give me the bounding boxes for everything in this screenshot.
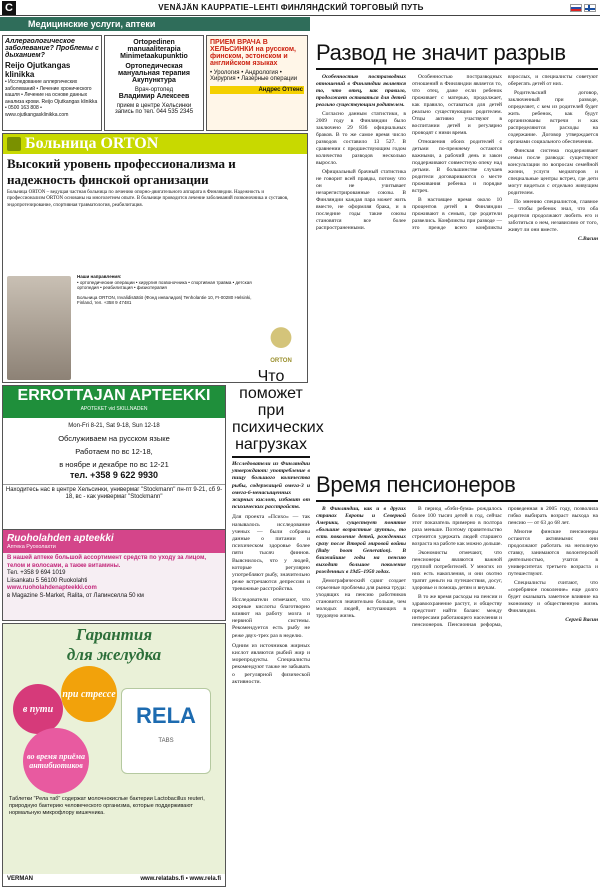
flags xyxy=(570,4,596,12)
ad-rela-tabs[interactable] xyxy=(2,623,226,887)
ad-clinic-name: Reijo Ojutkangas klinikka xyxy=(5,61,71,79)
article1-p3: Особенностью постразводных отношений в Финляндии является то, что отец, даже если ребенок проживает с матерью, продолжает, как правило, оставаться для детей реально существующим родителем. Отцы активно участвуют в воспитании детей и регулярно проводят с ними время. xyxy=(412,74,502,136)
pharmacy-name: ERROTTAJAN APTEEKKI xyxy=(17,387,211,404)
ad-clinic-body: • Исследование аллергических заболеваний • Лечение хронического кашля • Лечение на основе данных анализа крови. Reijo Ojutkangas klinikka • 0500 163 808 • www.ojutkangasklinikka.com xyxy=(5,79,98,118)
ruo-name: Ruoholahden apteekki xyxy=(7,533,114,544)
gastro-footer-left: VERMAN xyxy=(7,876,34,882)
article2-title: Время пенсионеров xyxy=(316,472,598,502)
pharmacy-line3: в ноябре и декабре по вс 12-21 xyxy=(59,460,169,469)
orton-bar xyxy=(3,134,307,154)
ad-allergy-clinic[interactable] xyxy=(2,35,102,131)
doctor-photo xyxy=(7,276,71,380)
finland-flag-icon xyxy=(584,4,596,12)
orton-services xyxy=(77,274,253,306)
orton-logo-icon xyxy=(266,324,296,358)
orton-body: Больница ORTON – ведущая частная больница по лечению опорно-двигательного аппарата в Финляндии. Надежность и профессионализм ORTON основаны на многолетнем опыте. В больнице проводится лечение заболеваний позвоночника и суставов, эндопротезирование, спортивная травматология, реабилитация. xyxy=(7,190,289,208)
bubble-stress: при стрессе xyxy=(61,666,117,722)
ad-errottajan-pharmacy[interactable] xyxy=(2,385,226,533)
orton-brand: Больница ORTON xyxy=(25,135,159,152)
article2-p6: Специалисты считают, что «серебряное поколение» еще долго будет оказывать заметное влияние на экономику и общественную жизнь Финляндии. xyxy=(508,580,598,614)
ad-question: Аллергологическое заболевание? Проблемы с дыханием? xyxy=(5,38,99,59)
rela-product: RELA xyxy=(136,703,196,728)
mini-p2: Исследователи отмечают, что жирные кислоты благотворно влияют на работу мозга и нервной системы. Рекомендуется есть рыбу не реже двух-трех раз в неделю. xyxy=(232,596,310,639)
ad-orton-hospital[interactable] xyxy=(2,133,308,383)
orton-tagline: Высокий уровень профессионализма и надежность финской организации xyxy=(7,156,236,187)
pharmacy-line2: Работаем по вс 12-18, xyxy=(75,447,153,456)
ruo-sub: Аптека Руохолахти xyxy=(7,544,56,550)
gastro-footer-right[interactable]: www.relatabs.fi • www.rela.fi xyxy=(140,876,221,882)
newspaper-title: VENÄJÄN KAUPPATIE–LEHTI ФИНЛЯНДСКИЙ ТОРГОВЫЙ ПУТЬ xyxy=(158,3,424,12)
rela-package xyxy=(121,688,211,774)
article2-body xyxy=(316,506,598,629)
section-band: Медицинские услуги, аптеки xyxy=(0,17,310,31)
article2-p1: Демографический сдвиг создает серьезные проблемы для рынка труда: уходящих на пенсию работников становится значительно больше, чем молодых людей, вступающих в трудовую жизнь. xyxy=(316,578,406,619)
pharmacy-tagline: APOTEKET vid SKILLNADEN xyxy=(80,406,148,412)
ad-ortho-doctor-label: Врач-ортопед xyxy=(134,87,174,93)
page-letter: С xyxy=(2,1,16,15)
article1-p2: Официальный брачный статистика не говорит всей правды, потому что он не учитывает незарегистрированные союзы. В Финляндии каждая пара может жить вместе, не оформляя брака, и в последние годы такие союзы становятся все более распространенными. xyxy=(316,169,406,231)
ruo-hours: Liisankatu 5 56100 Ruokolahti xyxy=(7,577,88,584)
mini-p3: Одним из источников жирных кислот являются рыбий жир и морепродукты. Специалисты рекомендуют также не забывать о регулярной физической активности. xyxy=(232,642,310,685)
gastro-text: Таблетки "Рела таб" содержат молочнокислые бактерии Lactobacillus reuteri, природную бактерию человеческого организма, которые поддерживают нормальную микрофлору кишечника. xyxy=(9,796,205,816)
ad-ortho-doctor: Владимир Алексеев xyxy=(118,93,190,100)
mini-title: Что поможет при психических нагрузках xyxy=(232,368,310,458)
pharmacy-address: Находитесь нас в центре Хельсинки, универмаг "Stockmann" пн-пт 9-21, сб 9-18, вс - как универмаг "Stockmann" xyxy=(3,484,225,501)
article2-p3: Экономисты отмечают, что пенсионеры являются важной группой потребителей. У многих из них есть накопления, и они охотно тратят деньги на путешествия, досуг, здоровье и помощь детям и внукам. xyxy=(412,550,502,591)
page-header xyxy=(0,0,600,16)
ruo-header xyxy=(3,530,225,553)
article1-lead: Особенностью постразводных отношений в Финляндии является то, что отец, как правило, продолжает оставаться для детей реально существующим родителем. xyxy=(316,74,406,108)
ruo-web[interactable]: www.ruoholahdenapteekki.com xyxy=(7,585,97,591)
article-pensioners xyxy=(316,472,598,629)
article1-body xyxy=(316,74,598,243)
article1-p1: Согласно данным статистики, в 2009 году в Финляндии было заключено 29 836 официальных браков. В то же самое время число разводов составило 13 527. В сравнении с предшествующим годом количество разводов несколько выросло. xyxy=(316,111,406,166)
bubble-travel: в пути xyxy=(13,684,63,734)
ad-ortho-title2: Minimetaakupunktio xyxy=(120,53,188,60)
ad-orthopedic[interactable] xyxy=(104,35,204,131)
article2-p4: В то же время расходы на пенсии и здравоохранение растут, и обществу предстоит найти баланс между интересами работающего населения и пенсионеров. Пенсионная реформа, проведенная в 2005 году, позволила гибко выбирать возраст выхода на пенсию — от 63 до 68 лет. xyxy=(412,506,598,628)
ad-ortho-title1: Ortopedinen manuaaliterapia xyxy=(127,39,181,53)
mini-p1: Для проекта «Психо» — так называлось исследование ученых — были собраны данные о питании и психическом здоровье более пяти тысяч финнов. Выяснилось, что у людей, которые регулярно употребляют рыбу, значительно реже встречаются депрессии и тревожные расстройства. xyxy=(232,514,310,593)
gastro-head1: Гарантия xyxy=(75,625,153,644)
article-divorce xyxy=(316,40,598,243)
mini-lead: Исследователи из Финляндии утверждают: употребление в пищу большого количества рыбы, содержащей омега-3 и омега-6-ненасыщенных жирных кислот, избавит от психических расстройств. xyxy=(232,461,310,511)
ad-ortho-note: прием в центре Хельсинки запись по тел. 044 535 2345 xyxy=(114,103,194,115)
ad-ortho-sub: Ортопедическая мануальная терапия Акупунктура xyxy=(118,63,190,84)
pharmacy-phone[interactable]: тел. +358 9 622 9930 xyxy=(70,470,158,480)
orton-logo-text: ORTON xyxy=(270,358,292,364)
ad-hand-head: ПРИЕМ ВРАЧА В ХЕЛЬСИНКИ на русском, финском, эстонском и английском языках xyxy=(210,39,296,67)
article1-p6: Родительский договор, заключенный при разводе, определяет, с кем из родителей будет жить ребенок, как будут организованы встречи и как распределяются расходы на содержание. Договор утверждается органами социального обеспечения. xyxy=(508,90,598,145)
article1-signature: С.Васин xyxy=(577,236,598,242)
russia-flag-icon xyxy=(570,4,582,12)
article1-p7: Финская система поддерживает семьи после развода: существуют консультации по вопросам семейной жизни, услуги медиаторов и специальные центры встреч, где дети могут видеться с отдельно живущим родителем. xyxy=(508,148,598,196)
orton-contact: Больница ORTON, Invalidisäätiö (Фонд инвалидов) Tenholantie 10, FI-00280 Helsinki, Finland, тел. +358 9 47481 xyxy=(77,294,252,306)
article2-signature: Сергей Васин xyxy=(565,617,598,623)
article2-p2: В период «бэби-бума» рождалось более 100 тысяч детей в год, сейчас этот показатель примерно в полтора раза меньше. Поэтому правительство стремится удержать людей старшего возраста на работе как можно дольше. xyxy=(412,506,502,547)
article1-title: Развод не значит разрыв xyxy=(316,40,598,70)
ad-ruoholahden-pharmacy[interactable] xyxy=(2,529,226,621)
ruo-addr: в Magazine S-Market, Ralita, от Лапинселла 50 км xyxy=(7,592,144,599)
ad-hand-items: • Урология • Андрология • Хирургия • Лазерные операции xyxy=(210,70,298,82)
orton-services-list: • ортопедические операции • хирургия позвоночника • спортивная травма • детская ортопедия • реабилитация • физиотерапия xyxy=(77,279,252,291)
pharmacy-hours-en: Mon-Fri 8-21, Sat 9-18, Sun 12-18 xyxy=(68,423,160,429)
rela-product-sub: TABS xyxy=(158,738,174,744)
ruo-phone[interactable]: Тел. +358 9 694 1019 xyxy=(7,570,66,576)
article2-lead: В Финляндии, как и в других странах Европы и Северной Америки, существует понятие «большие возрастные группы», то есть поколение детей, рожденных сразу после Второй мировой войны (Baby boom Generation). В ближайшие годы на пенсию выходит большое поколение рожденных в 1945–1950 годах. xyxy=(316,506,406,575)
bubble-antibiotics: во время приёма антибиотиков xyxy=(23,728,89,794)
article1-p8: По мнению специалистов, главное — чтобы ребенок знал, что оба родителя продолжают любить его и заботиться о нем, независимо от того, живут ли они вместе. xyxy=(508,199,598,233)
article1-p5: В настоящее время около 10 процентов детей в Финляндии проживают в семьях, где родители развелись. Конфликты при разводе — это прежде всего конфликты взрослых, и специалисты советуют оберегать детей от них. xyxy=(412,74,598,231)
article2-p5: Многие финские пенсионеры остаются активными: они продолжают работать на неполную ставку, занимаются волонтерской деятельностью, учатся в университетах третьего возраста и путешествуют. xyxy=(508,529,598,577)
gastro-head2: для желудка xyxy=(66,645,162,664)
gastro-footer xyxy=(3,874,225,886)
article-mental-load xyxy=(232,368,324,868)
orton-services-title: Наши направления: xyxy=(77,274,122,279)
ruo-text-block xyxy=(3,553,225,602)
pharmacy-line1: Обслуживаем на русском языке xyxy=(58,434,170,443)
ad-helsinki-doctor[interactable] xyxy=(206,35,308,131)
orton-logo xyxy=(261,324,301,374)
article1-p4: Отношения обоих родителей с детьми по-прежнему остаются важными, а рабочий день и закон поддерживают совместную опеку над детьми. В большинстве случаев родители договариваются о месте проживания ребенка и порядке встреч. xyxy=(412,139,502,194)
orton-plus-icon xyxy=(7,137,21,151)
pharmacy-banner xyxy=(3,386,225,418)
ruo-text: В нашей аптеке большой ассортимент средств по уходу за лицом, телом и волосами, а также витамины. xyxy=(7,555,207,569)
ad-hand-name: Андрес Оттенс xyxy=(210,86,304,94)
